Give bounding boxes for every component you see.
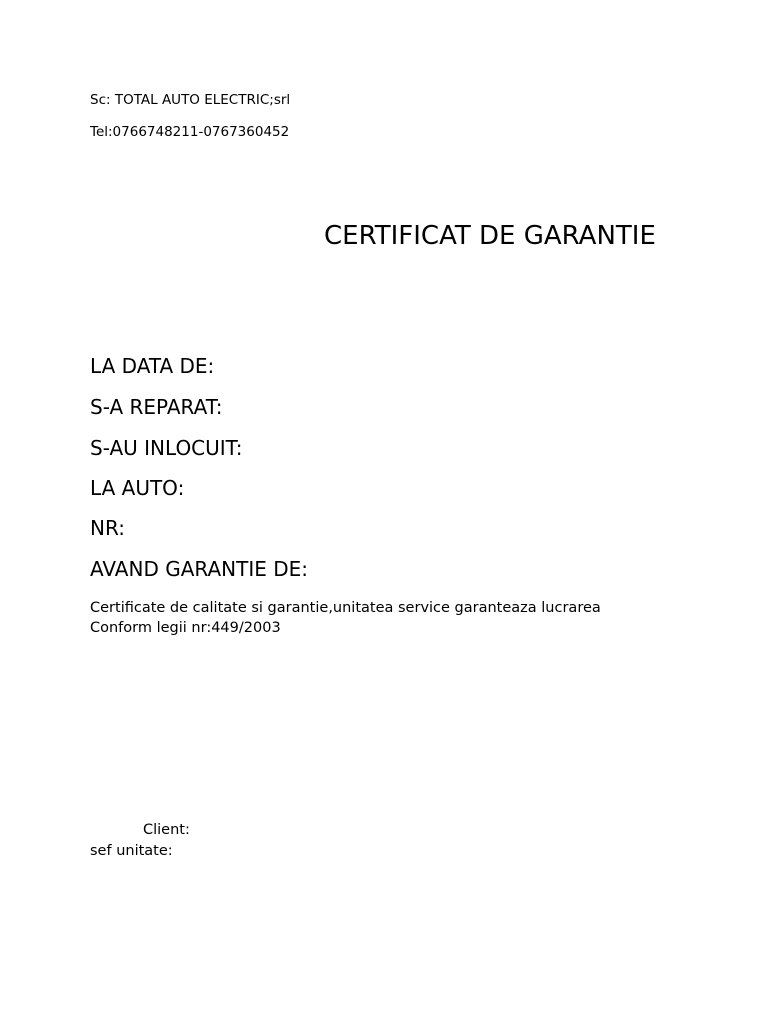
field-date: LA DATA DE:: [90, 354, 215, 378]
field-repaired: S-A REPARAT:: [90, 395, 223, 419]
field-number: NR:: [90, 516, 125, 540]
field-vehicle: LA AUTO:: [90, 476, 185, 500]
company-name: Sc: TOTAL AUTO ELECTRIC;srl: [90, 92, 291, 108]
legal-note: [90, 598, 601, 638]
field-warranty: AVAND GARANTIE DE:: [90, 557, 308, 581]
legal-note-line-1: Certificate de calitate si garantie,unitatea service garanteaza lucrarea: [90, 600, 601, 616]
field-replaced: S-AU INLOCUIT:: [90, 436, 243, 460]
chief-signature-label: sef unitate:: [90, 843, 173, 859]
client-signature-label: Client:: [143, 822, 190, 838]
legal-note-line-2: Conform legii nr:449/2003: [90, 620, 281, 636]
document-title: CERTIFICAT DE GARANTIE: [324, 221, 656, 251]
company-phone: Tel:0766748211-0767360452: [90, 124, 290, 140]
